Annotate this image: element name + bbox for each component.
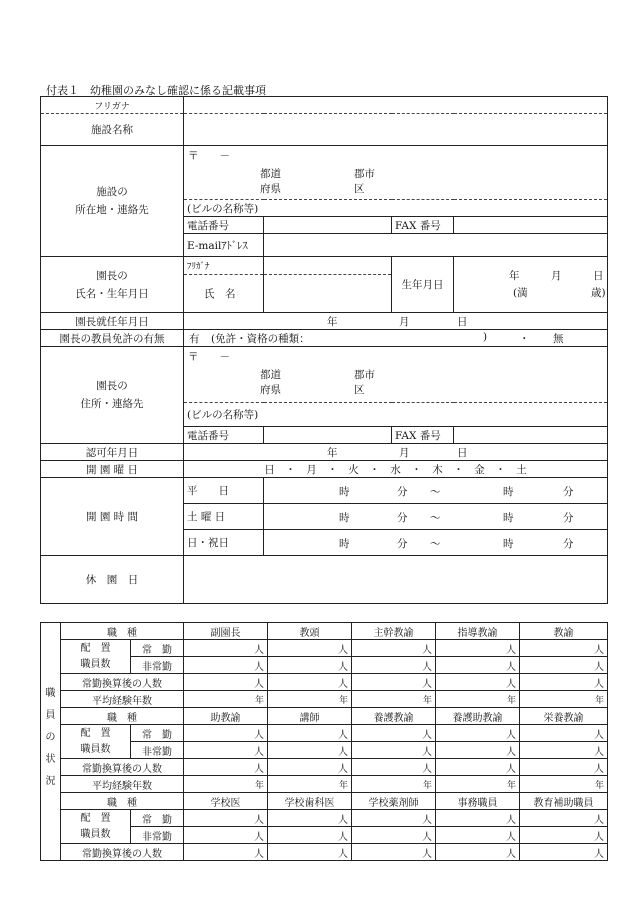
parttime-count-field[interactable]: 人 (352, 657, 436, 674)
experience-years-field[interactable]: 年 (520, 691, 608, 708)
staff-type-header: 助教諭 (184, 708, 268, 725)
director-label: 園長の 氏名・生年月日 (41, 257, 184, 313)
license-field[interactable]: 有 (免許・資格の種類： ) ・ 無 (184, 330, 608, 347)
parttime-label: 非常勤 (131, 657, 184, 674)
converted-count-field[interactable]: 人 (520, 674, 608, 691)
parttime-count-field[interactable]: 人 (436, 742, 520, 759)
parttime-count-field[interactable]: 人 (520, 742, 608, 759)
staff-table (40, 622, 608, 861)
postal-mark-2: 〒 － (188, 351, 230, 363)
parttime-count-field[interactable]: 人 (268, 742, 352, 759)
experience-years-field[interactable]: 年 (436, 691, 520, 708)
fulltime-label: 常 勤 (131, 725, 184, 742)
director-building-field[interactable]: (ビルの名称等) (184, 403, 608, 427)
fulltime-count-field[interactable]: 人 (268, 810, 352, 827)
hours-weekday-label: 平 日 (184, 478, 264, 504)
location-label: 施設の 所在地・連絡先 (41, 146, 184, 257)
license-label: 園長の教員免許の有無 (41, 330, 184, 347)
fulltime-count-field[interactable]: 人 (268, 640, 352, 657)
parttime-count-field[interactable]: 人 (184, 827, 268, 844)
converted-label: 常勤換算後の人数 (61, 844, 184, 861)
experience-years-field[interactable]: 年 (184, 691, 268, 708)
staff-type-header: 主幹教諭 (352, 623, 436, 640)
fulltime-count-field[interactable]: 人 (184, 810, 268, 827)
converted-count-field[interactable]: 人 (352, 759, 436, 776)
fulltime-count-field[interactable]: 人 (436, 810, 520, 827)
fulltime-count-field[interactable]: 人 (520, 725, 608, 742)
form-title: 付表１ 幼稚園のみなし確認に係る記載事項 (46, 84, 266, 97)
staff-type-label: 職 種 (61, 793, 184, 810)
converted-count-field[interactable]: 人 (436, 674, 520, 691)
facility-name-field[interactable] (184, 114, 608, 146)
director-fax-field[interactable] (454, 427, 608, 444)
parttime-count-field[interactable]: 人 (352, 742, 436, 759)
fulltime-count-field[interactable]: 人 (520, 810, 608, 827)
director-fax-label: FAX 番号 (392, 427, 454, 444)
experience-years-field[interactable]: 年 (268, 776, 352, 793)
facility-name-label: 施設名称 (41, 114, 184, 146)
birthdate-field[interactable]: 年 月 日 (満 歳) (454, 257, 608, 313)
placement-label: 配 置 職員数 (61, 640, 131, 674)
parttime-count-field[interactable]: 人 (268, 827, 352, 844)
placement-label: 配 置 職員数 (61, 725, 131, 759)
director-address-field[interactable]: 〒 － 都道 府県 郡市 区 (184, 347, 608, 403)
hours-holiday-field[interactable]: 時 分 ～ 時 分 (264, 530, 608, 556)
fulltime-count-field[interactable]: 人 (436, 725, 520, 742)
staff-type-label: 職 種 (61, 623, 184, 640)
parttime-count-field[interactable]: 人 (520, 827, 608, 844)
converted-count-field[interactable]: 人 (352, 674, 436, 691)
approval-date-label: 認可年月日 (41, 444, 184, 461)
converted-count-field[interactable]: 人 (268, 844, 352, 861)
director-furigana-field[interactable] (264, 257, 392, 275)
city-label-2: 区 (354, 183, 365, 195)
director-address-label: 園長の 住所・連絡先 (41, 347, 184, 444)
converted-count-field[interactable]: 人 (184, 759, 268, 776)
email-label: E-mailｱﾄﾞﾚｽ (184, 234, 264, 257)
fax-field[interactable] (454, 217, 608, 234)
staff-type-header: 副園長 (184, 623, 268, 640)
city-label-1: 郡市 (354, 168, 375, 180)
experience-years-field[interactable]: 年 (352, 691, 436, 708)
hours-saturday-field[interactable]: 時 分 ～ 時 分 (264, 504, 608, 530)
closed-days-field[interactable] (184, 556, 608, 604)
hours-weekday-field[interactable]: 時 分 ～ 時 分 (264, 478, 608, 504)
building-name-field[interactable]: (ビルの名称等) (184, 200, 608, 217)
experience-years-field[interactable]: 年 (352, 776, 436, 793)
fulltime-count-field[interactable]: 人 (352, 810, 436, 827)
fulltime-count-field[interactable]: 人 (520, 640, 608, 657)
location-address-field[interactable] (184, 146, 608, 200)
converted-count-field[interactable]: 人 (184, 844, 268, 861)
staff-type-header: 教育補助職員 (520, 793, 608, 810)
staff-type-label: 職 種 (61, 708, 184, 725)
fulltime-count-field[interactable]: 人 (268, 725, 352, 742)
parttime-count-field[interactable]: 人 (436, 827, 520, 844)
parttime-label: 非常勤 (131, 827, 184, 844)
parttime-count-field[interactable]: 人 (520, 657, 608, 674)
appointment-date-field[interactable]: 年 月 日 (184, 313, 608, 330)
hours-holiday-label: 日・祝日 (184, 530, 264, 556)
birthdate-label: 生年月日 (392, 257, 454, 313)
hours-label: 開 園 時 間 (41, 478, 184, 556)
fulltime-count-field[interactable]: 人 (184, 640, 268, 657)
hours-saturday-label: 土 曜 日 (184, 504, 264, 530)
phone-label: 電話番号 (184, 217, 264, 234)
converted-count-field[interactable]: 人 (184, 674, 268, 691)
pref-label-2: 府県 (260, 183, 281, 195)
postal-mark: 〒 － (188, 150, 230, 162)
experience-years-field[interactable]: 年 (520, 776, 608, 793)
phone-field[interactable] (264, 217, 392, 234)
experience-label: 平均経験年数 (61, 776, 184, 793)
pref-label-1: 都道 (260, 168, 281, 180)
staff-type-header: 学校歯科医 (268, 793, 352, 810)
fulltime-count-field[interactable]: 人 (436, 640, 520, 657)
converted-count-field[interactable]: 人 (268, 759, 352, 776)
director-name-field[interactable] (264, 275, 392, 313)
parttime-count-field[interactable]: 人 (184, 657, 268, 674)
experience-years-field[interactable]: 年 (184, 776, 268, 793)
staff-type-header: 養護助教諭 (436, 708, 520, 725)
parttime-count-field[interactable]: 人 (184, 742, 268, 759)
experience-years-field[interactable]: 年 (268, 691, 352, 708)
fulltime-count-field[interactable]: 人 (352, 640, 436, 657)
open-days-field[interactable]: 日 ・ 月 ・ 火 ・ 水 ・ 木 ・ 金 ・ 土 (184, 461, 608, 478)
fulltime-label: 常 勤 (131, 810, 184, 827)
parttime-count-field[interactable]: 人 (436, 657, 520, 674)
converted-label: 常勤換算後の人数 (61, 674, 184, 691)
approval-date-field[interactable]: 年 月 日 (184, 444, 608, 461)
fulltime-count-field[interactable]: 人 (184, 725, 268, 742)
staff-type-header: 教諭 (520, 623, 608, 640)
staff-type-header: 指導教諭 (436, 623, 520, 640)
email-field[interactable] (264, 234, 608, 257)
staff-type-header: 教頭 (268, 623, 352, 640)
main-form-table (40, 96, 608, 604)
staff-type-header: 学校薬剤師 (352, 793, 436, 810)
converted-count-field[interactable]: 人 (268, 674, 352, 691)
converted-count-field[interactable]: 人 (520, 844, 608, 861)
fax-label: FAX 番号 (392, 217, 454, 234)
parttime-label: 非常勤 (131, 742, 184, 759)
director-phone-label: 電話番号 (184, 427, 264, 444)
staff-side-label: 職 員 の 状 況 (41, 623, 61, 861)
staff-type-header: 養護教諭 (352, 708, 436, 725)
converted-count-field[interactable]: 人 (436, 759, 520, 776)
converted-label: 常勤換算後の人数 (61, 759, 184, 776)
furigana-label: フリガナ (41, 97, 184, 114)
converted-count-field[interactable]: 人 (436, 844, 520, 861)
appointment-date-label: 園長就任年月日 (41, 313, 184, 330)
experience-label: 平均経験年数 (61, 691, 184, 708)
closed-days-label: 休 園 日 (41, 556, 184, 604)
staff-type-header: 講師 (268, 708, 352, 725)
parttime-count-field[interactable]: 人 (268, 657, 352, 674)
experience-years-field[interactable]: 年 (436, 776, 520, 793)
fulltime-count-field[interactable]: 人 (352, 725, 436, 742)
staff-type-header: 栄養教諭 (520, 708, 608, 725)
fulltime-label: 常 勤 (131, 640, 184, 657)
placement-label: 配 置 職員数 (61, 810, 131, 844)
converted-count-field[interactable]: 人 (520, 759, 608, 776)
open-days-label: 開 園 曜 日 (41, 461, 184, 478)
converted-count-field[interactable]: 人 (352, 844, 436, 861)
director-name-label: 氏 名 (184, 275, 264, 313)
staff-type-header: 学校医 (184, 793, 268, 810)
parttime-count-field[interactable]: 人 (352, 827, 436, 844)
director-furigana-label: ﾌﾘｶﾞﾅ (184, 257, 264, 275)
furigana-field[interactable] (184, 97, 608, 114)
director-phone-field[interactable] (264, 427, 392, 444)
staff-type-header: 事務職員 (436, 793, 520, 810)
